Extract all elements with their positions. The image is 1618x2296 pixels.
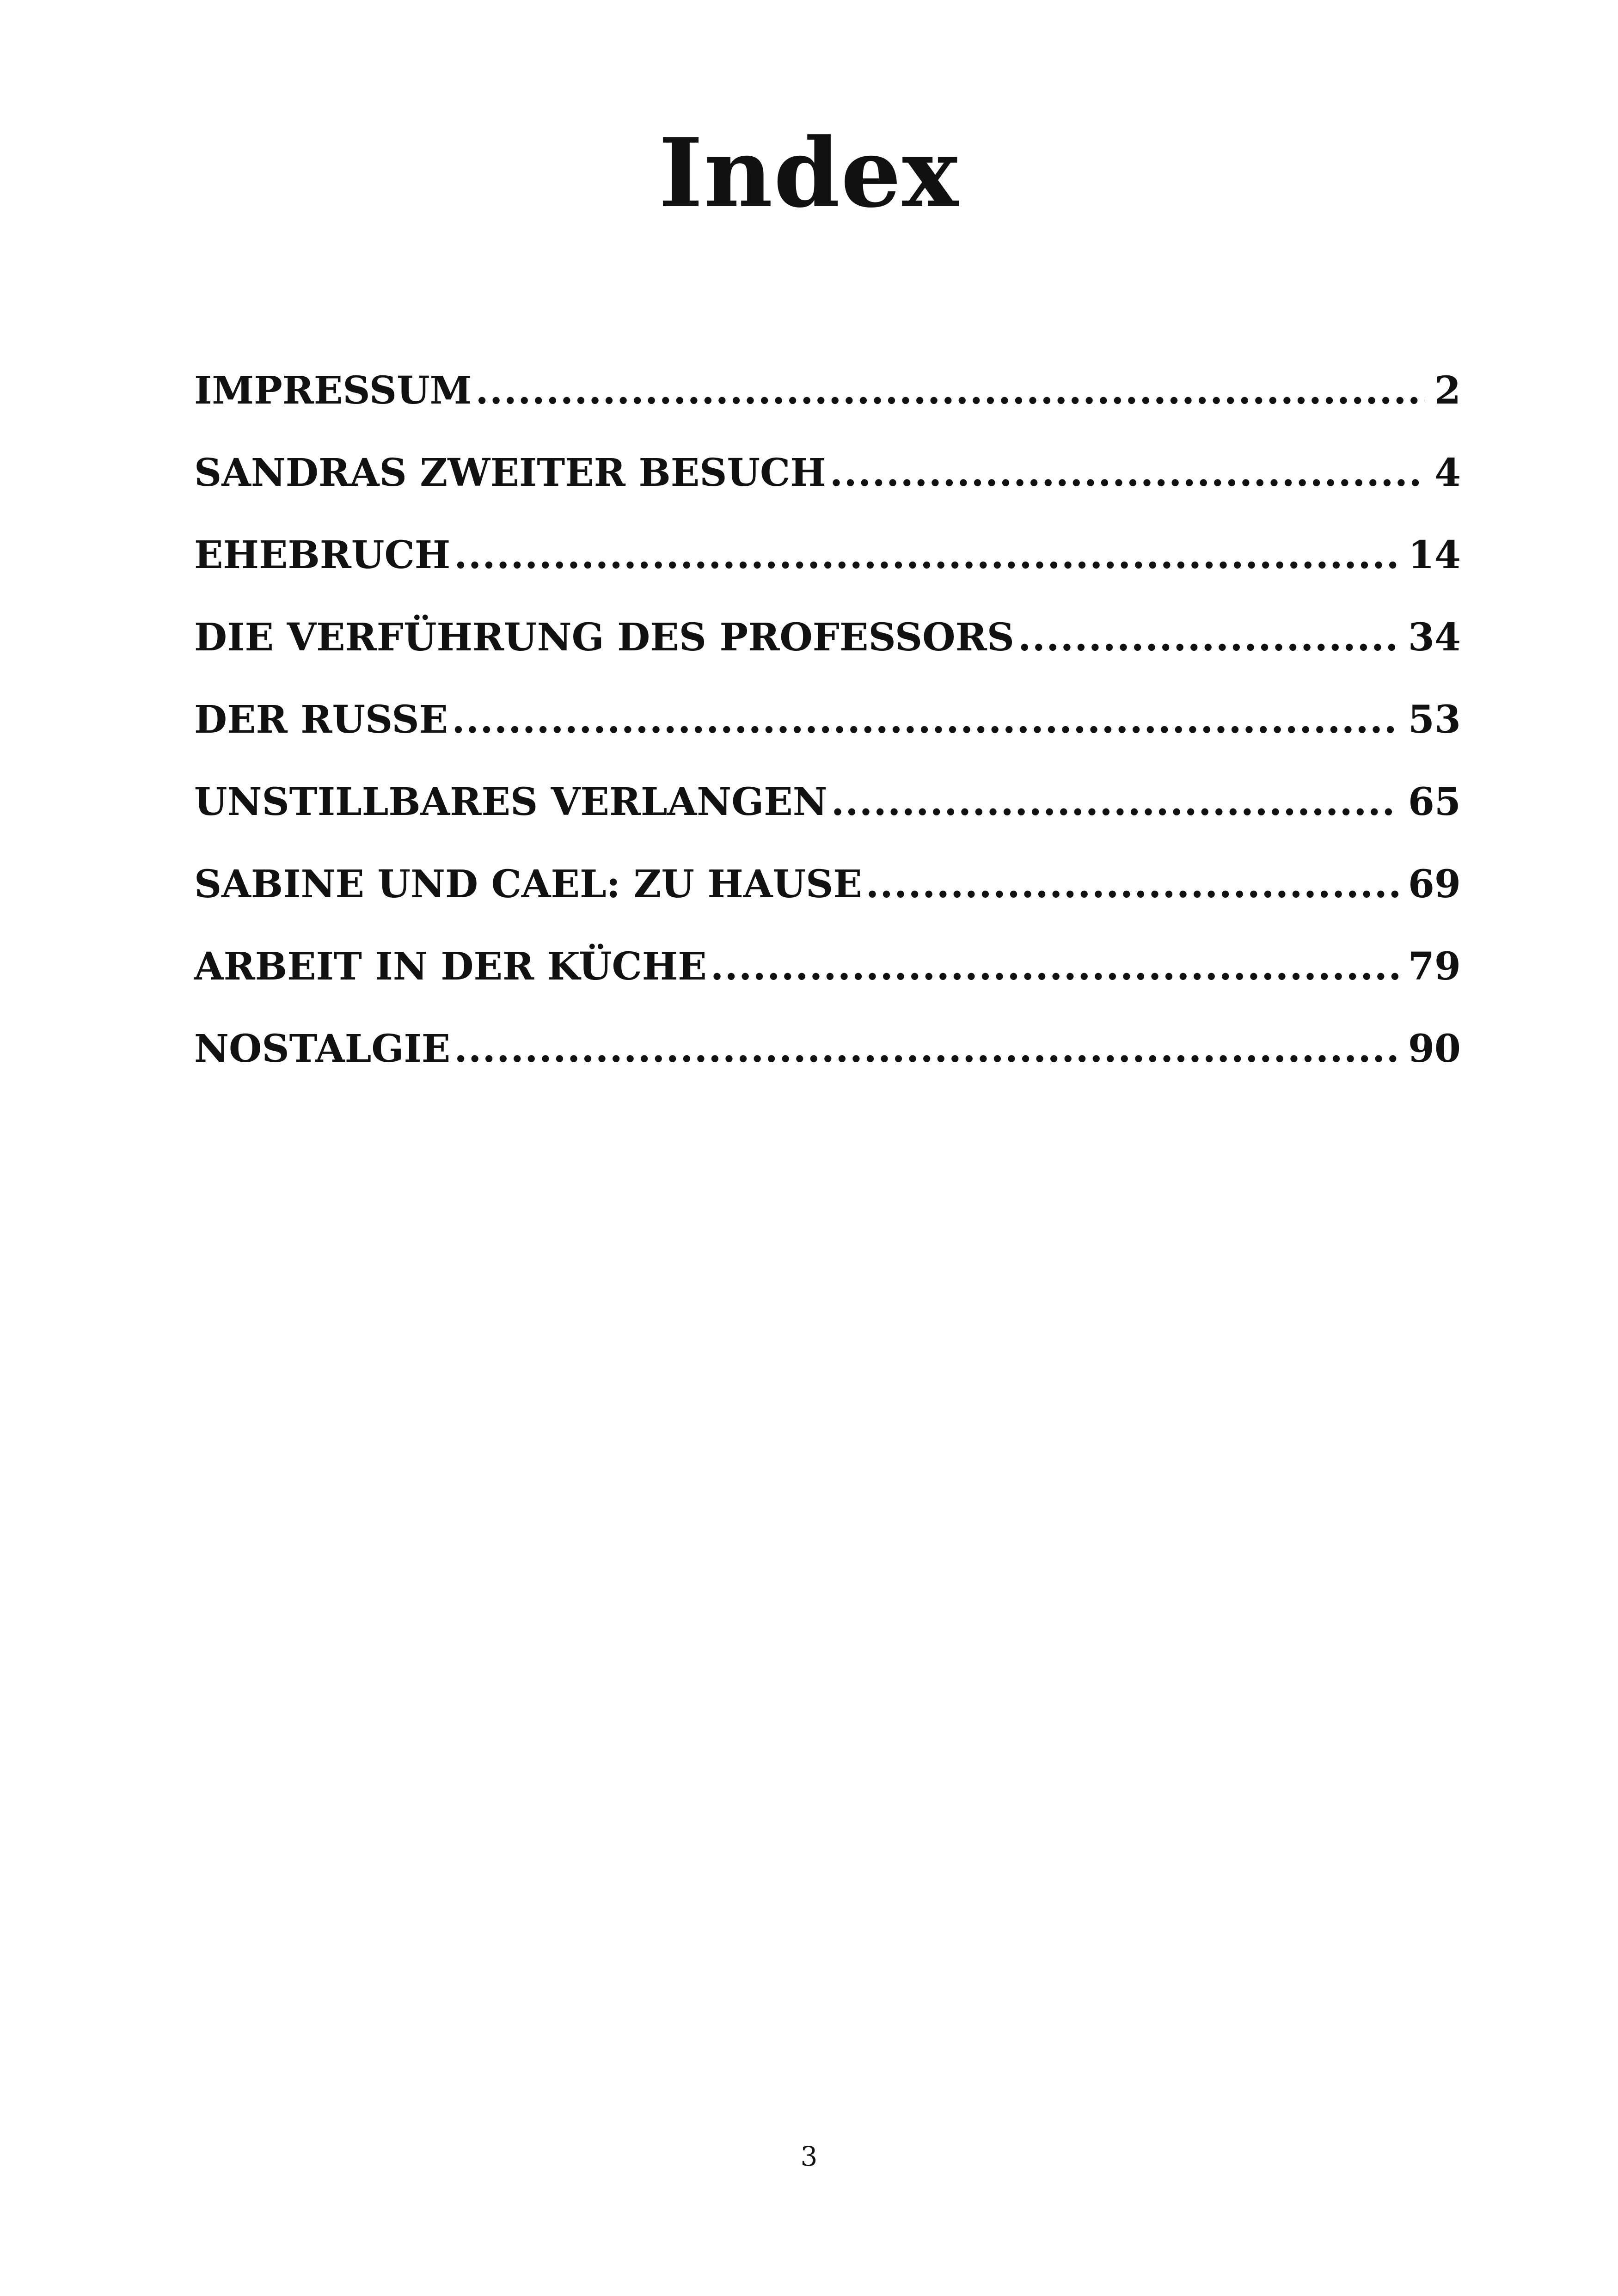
toc-entry-label: ARBEIT IN DER KÜCHE (194, 944, 707, 989)
toc-entry-page: 65 (1408, 780, 1461, 824)
toc-entry-ehebruch[interactable] (194, 525, 1461, 607)
toc-entry-unstillbares-verlangen[interactable] (194, 772, 1461, 854)
toc-entry-arbeit-in-der-kueche[interactable] (194, 937, 1461, 1019)
toc-entry-label: DIE VERFÜHRUNG DES PROFESSORS (194, 615, 1014, 660)
dot-leader (475, 361, 1425, 421)
dot-leader (1018, 607, 1399, 667)
page-number: 3 (800, 2141, 818, 2172)
toc-entry-label: EHEBRUCH (194, 533, 451, 577)
toc-entry-die-verfuehrung-des-professors[interactable] (194, 607, 1461, 690)
toc-entry-impressum[interactable] (194, 361, 1461, 443)
toc-entry-label: DER RUSSE (194, 698, 448, 742)
toc-entry-page: 14 (1408, 533, 1461, 577)
toc-entry-page: 69 (1408, 862, 1461, 906)
toc-entry-page: 79 (1408, 944, 1461, 989)
toc-entry-page: 4 (1434, 451, 1461, 495)
toc-entry-label: NOSTALGIE (194, 1027, 451, 1071)
table-of-contents (194, 361, 1461, 1101)
dot-leader (452, 690, 1399, 750)
toc-entry-sandras-zweiter-besuch[interactable] (194, 443, 1461, 525)
page-title: Index (658, 118, 960, 229)
toc-entry-label: IMPRESSUM (194, 368, 472, 413)
dot-leader (454, 525, 1399, 585)
toc-entry-nostalgie[interactable] (194, 1019, 1461, 1101)
dot-leader (866, 854, 1399, 914)
dot-leader (830, 443, 1425, 503)
dot-leader (711, 937, 1399, 997)
toc-entry-page: 90 (1408, 1027, 1461, 1071)
dot-leader (454, 1019, 1399, 1079)
toc-entry-page: 2 (1434, 368, 1461, 413)
toc-entry-der-russe[interactable] (194, 690, 1461, 772)
toc-entry-page: 53 (1408, 698, 1461, 742)
toc-entry-page: 34 (1408, 615, 1461, 660)
toc-entry-sabine-und-cael[interactable] (194, 854, 1461, 937)
dot-leader (831, 772, 1399, 832)
toc-entry-label: UNSTILLBARES VERLANGEN (194, 780, 827, 824)
toc-entry-label: SANDRAS ZWEITER BESUCH (194, 451, 826, 495)
toc-entry-label: SABINE UND CAEL: ZU HAUSE (194, 862, 862, 906)
